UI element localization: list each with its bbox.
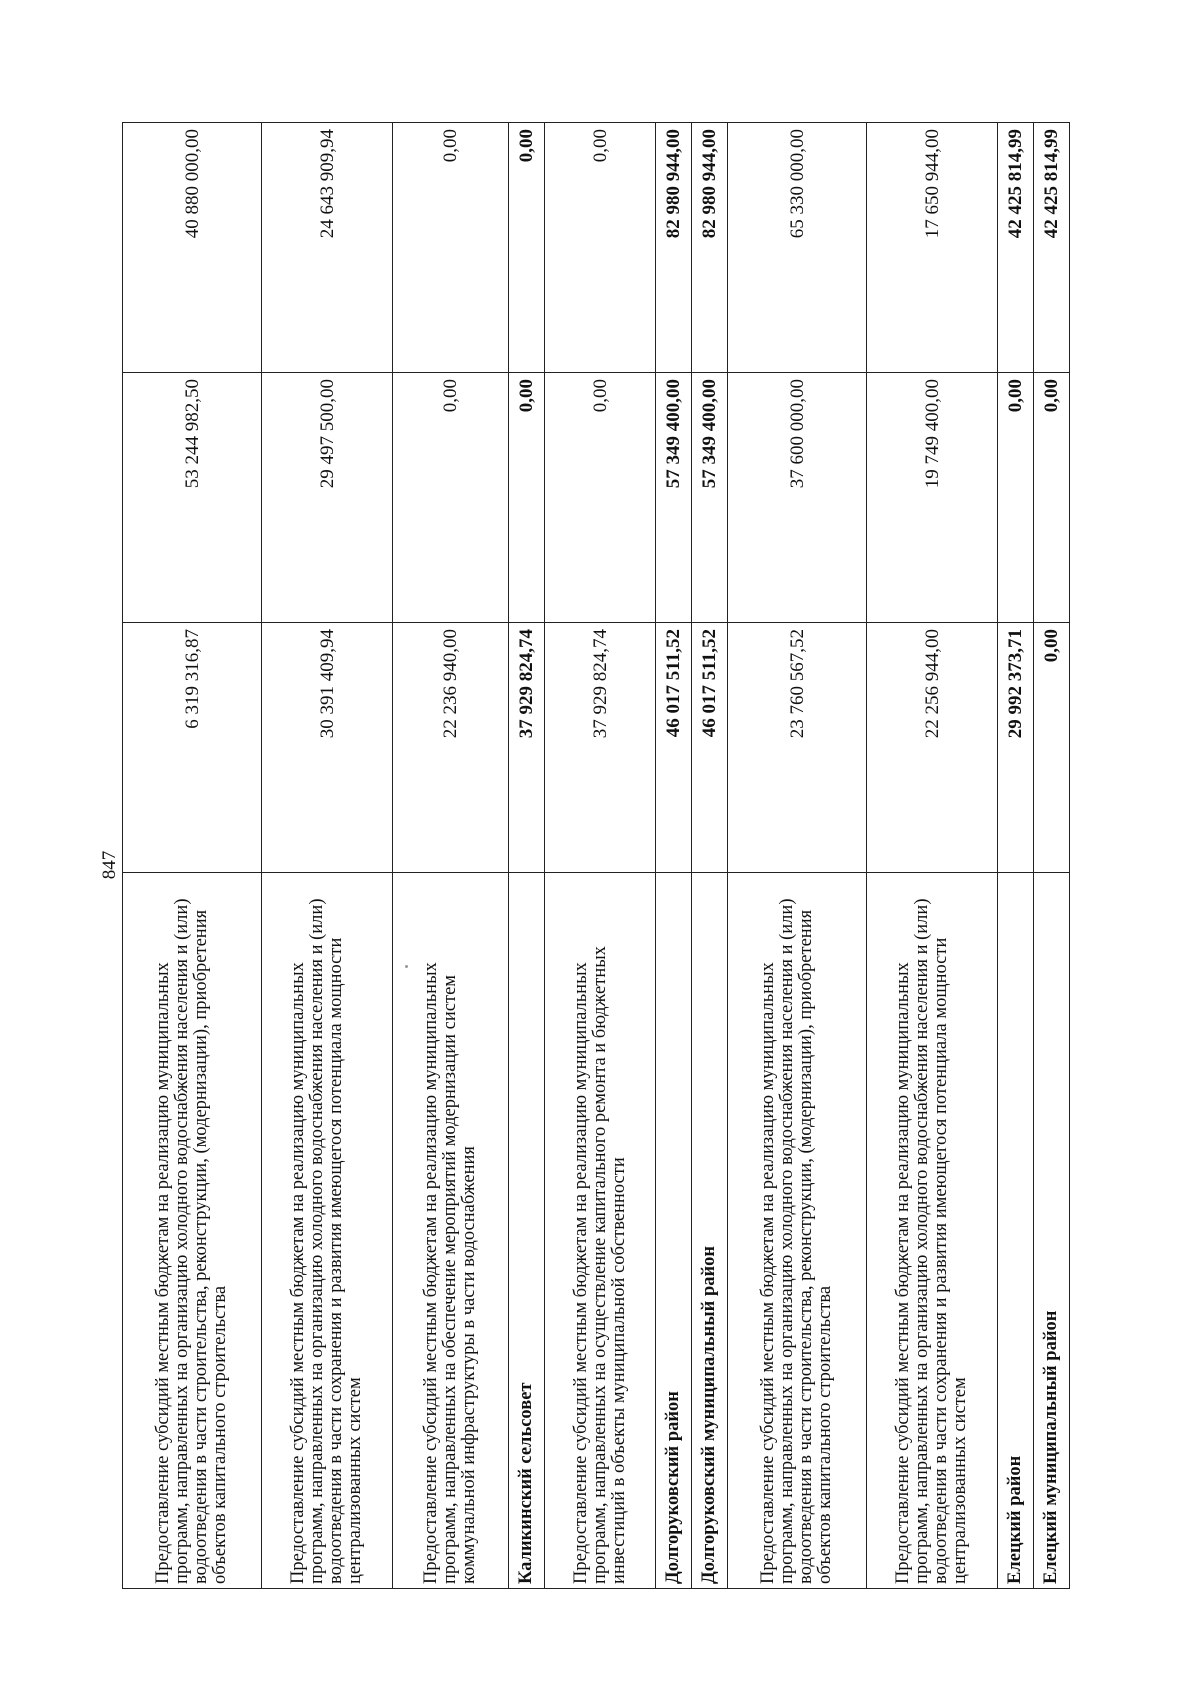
row-description: Предоставление субсидий местным бюджетам на реализацию муниципальных программ, направленных на осуществление капитального ремонта и бюджетных инвестиций в объекты муниципальной собственности [545, 873, 656, 1589]
row-description: Елецкий муниципальный район [1034, 873, 1070, 1589]
budget-table [122, 122, 1070, 1589]
row-value-year-2: 37 600 000,00 [727, 373, 866, 623]
row-value-year-2: 57 349 400,00 [656, 373, 692, 623]
row-value-year-3: 0,00 [509, 123, 545, 373]
table-row [393, 123, 509, 1589]
row-description: Предоставление субсидий местным бюджетам на реализацию муниципальных программ, направленных на организацию холодного водоснабжения населения и (или) водоотведения в части строительства, реконструкции, (модернизации), приобретения объектов капитального строительства [727, 873, 866, 1589]
row-value-year-1: 22 256 944,00 [867, 623, 998, 873]
row-description: Предоставление субсидий местным бюджетам на реализацию муниципальных программ, направленных на организацию холодного водоснабжения населения и (или) водоотведения в части сохранения и развития имеющегося потенциала мощности централизованных систем [867, 873, 998, 1589]
budget-table-wrapper [122, 123, 1070, 1589]
row-value-year-1: 37 929 824,74 [545, 623, 656, 873]
table-row-subtotal [656, 123, 692, 1589]
row-value-year-2: 19 749 400,00 [867, 373, 998, 623]
row-value-year-3: 82 980 944,00 [656, 123, 692, 373]
row-value-year-3: 65 330 000,00 [727, 123, 866, 373]
row-value-year-3: 0,00 [393, 123, 509, 373]
row-description: Предоставление субсидий местным бюджетам на реализацию муниципальных программ, направленных на организацию холодного водоснабжения населения и (или) водоотведения в части сохранения и развития имеющегося потенциала мощности централизованных систем [262, 873, 393, 1589]
row-value-year-3: 42 425 814,99 [998, 123, 1034, 373]
table-row-subtotal [509, 123, 545, 1589]
scan-speck [405, 965, 408, 968]
row-value-year-3: 40 880 000,00 [123, 123, 262, 373]
row-description: Предоставление субсидий местным бюджетам на реализацию муниципальных программ, направленных на обеспечение мероприятий модернизации систем коммунальной инфраструктуры в части водоснабжения [393, 873, 509, 1589]
row-value-year-2: 0,00 [1034, 373, 1070, 623]
row-value-year-2: 57 349 400,00 [692, 373, 728, 623]
row-value-year-3: 17 650 944,00 [867, 123, 998, 373]
row-value-year-2: 0,00 [545, 373, 656, 623]
row-value-year-2: 53 244 982,50 [123, 373, 262, 623]
row-value-year-2: 29 497 500,00 [262, 373, 393, 623]
row-value-year-3: 42 425 814,99 [1034, 123, 1070, 373]
row-value-year-1: 22 236 940,00 [393, 623, 509, 873]
row-value-year-1: 46 017 511,52 [692, 623, 728, 873]
row-value-year-3: 24 643 909,94 [262, 123, 393, 373]
table-row [867, 123, 998, 1589]
row-value-year-3: 82 980 944,00 [692, 123, 728, 373]
row-value-year-1: 0,00 [1034, 623, 1070, 873]
row-description: Елецкий район [998, 873, 1034, 1589]
row-description: Долгоруковский муниципальный район [692, 873, 728, 1589]
row-description: Предоставление субсидий местным бюджетам на реализацию муниципальных программ, направленных на организацию холодного водоснабжения населения и (или) водоотведения в части строительства, реконструкции, (модернизации), приобретения объектов капитального строительства [123, 873, 262, 1589]
table-row [545, 123, 656, 1589]
table-row [123, 123, 262, 1589]
row-description: Долгоруковский район [656, 873, 692, 1589]
row-description: Каликинский сельсовет [509, 873, 545, 1589]
row-value-year-1: 30 391 409,94 [262, 623, 393, 873]
table-row-subtotal [692, 123, 728, 1589]
budget-table-body [123, 123, 1070, 1589]
table-row-subtotal [998, 123, 1034, 1589]
table-row [727, 123, 866, 1589]
row-value-year-2: 0,00 [393, 373, 509, 623]
row-value-year-1: 23 760 567,52 [727, 623, 866, 873]
row-value-year-1: 29 992 373,71 [998, 623, 1034, 873]
page-number: 847 [99, 850, 120, 880]
row-value-year-1: 6 319 316,87 [123, 623, 262, 873]
table-row-subtotal [1034, 123, 1070, 1589]
row-value-year-3: 0,00 [545, 123, 656, 373]
row-value-year-2: 0,00 [998, 373, 1034, 623]
row-value-year-2: 0,00 [509, 373, 545, 623]
table-row [262, 123, 393, 1589]
row-value-year-1: 37 929 824,74 [509, 623, 545, 873]
row-value-year-1: 46 017 511,52 [656, 623, 692, 873]
